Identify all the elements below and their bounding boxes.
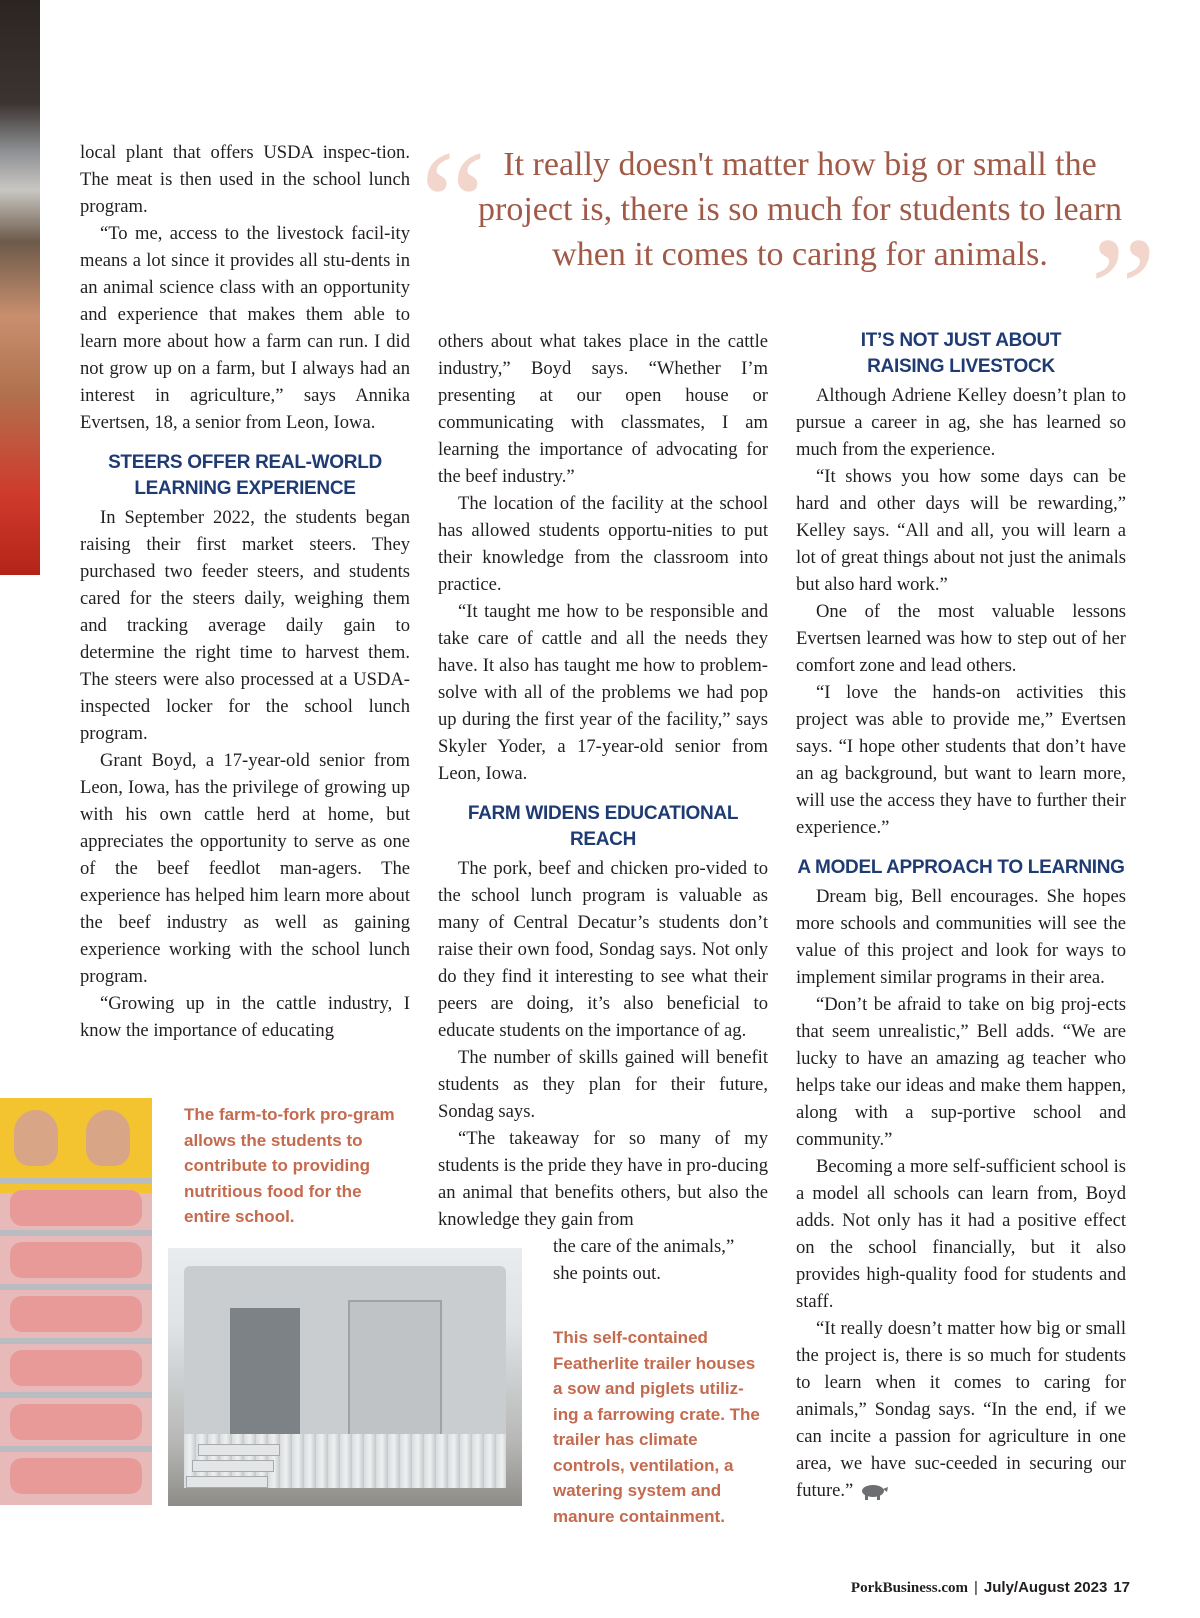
- trailer-step: [192, 1460, 274, 1472]
- section-heading: A MODEL APPROACH TO LEARNING: [797, 857, 1125, 878]
- paragraph: Grant Boyd, a 17-year-old senior from Leon, Iowa, has the privilege of growing up with his own cattle herd at home, but appreciates the opportunity to serve as one of the beef feedlot man-agers. The experience has helped him learn more about the beef industry as well as gaining experience working with the school lunch program.: [80, 750, 410, 987]
- rack-shelf: [0, 1392, 152, 1398]
- meat-package: [10, 1296, 142, 1332]
- rack-shelf: [0, 1178, 152, 1184]
- trailer-step: [198, 1444, 280, 1456]
- section-heading: [796, 328, 1126, 380]
- article-column-3: [796, 328, 1126, 1504]
- rack-shelf: [0, 1230, 152, 1236]
- paragraph: Although Adriene Kelley doesn’t plan to pursue a career in ag, she has learned so much from the experience.: [796, 385, 1126, 460]
- meat-package: [10, 1350, 142, 1386]
- photo-featherlite-trailer: [168, 1248, 522, 1506]
- paragraph: “Growing up in the cattle industry, I know the importance of educating: [80, 993, 410, 1041]
- paragraph: “Don’t be afraid to take on big proj-ects that seem unrealistic,” Bell adds. “We are lucky to have an amazing ag teacher who helps take our ideas and make them happen, along with a sup-portive school and community.”: [796, 994, 1126, 1150]
- paragraph-tail: the care of the animals,”: [553, 1236, 735, 1257]
- paragraph: “I love the hands-on activities this project was able to provide me,” Evertsen says. “I hope other students that don’t have an ag background, but want to learn more, will use the access they have to further their experience.”: [796, 682, 1126, 838]
- edge-photo: [0, 0, 40, 575]
- paragraph-tail: she points out.: [553, 1263, 661, 1284]
- paragraph: The location of the facility at the school has allowed students opportu-nities to put their knowledge from the classroom into practice.: [438, 493, 768, 595]
- student-face: [14, 1110, 58, 1166]
- open-quote-mark: “: [420, 120, 487, 286]
- paragraph: “It shows you how some days can be hard and other days will be rewarding,” Kelley says. “All and all, you will learn a lot of great things about not just the animals but also hard work.”: [796, 466, 1126, 595]
- article-column-2: [438, 328, 768, 1287]
- paragraph: Dream big, Bell encourages. She hopes more schools and communities will see the value of this project and look for ways to implement similar programs in their area.: [796, 886, 1126, 988]
- trailer-step: [186, 1476, 268, 1488]
- footer-separator: |: [974, 1579, 978, 1596]
- section-heading-line: LEARNING EXPERIENCE: [134, 478, 356, 499]
- paragraph: The number of skills gained will benefit students as they plan for their future, Sondag says.: [438, 1047, 768, 1122]
- section-heading-line: IT’S NOT JUST ABOUT: [860, 330, 1062, 351]
- photo-caption: The farm-to-fork pro-gram allows the students to contribute to providing nutritious food for the entire school.: [184, 1105, 395, 1226]
- photo-students-meat-rack: [0, 1098, 152, 1505]
- page-number: 17: [1113, 1579, 1130, 1596]
- rack-shelf: [0, 1284, 152, 1290]
- paragraph: “It taught me how to be responsible and take care of cattle and all the needs they have. It also has taught me how to problem-solve with all of the problems we had pop up during the first year of the facility,” says Skyler Yoder, a 17-year-old senior from Leon, Iowa.: [438, 601, 768, 784]
- rack-shelf: [0, 1338, 152, 1344]
- paragraph: [796, 1315, 1126, 1504]
- pull-quote: It really doesn't matter how big or small the project is, there is so much for students to learn when it comes to caring for animals.: [478, 146, 1122, 273]
- close-quote-mark: ”: [1090, 207, 1157, 373]
- paragraph: others about what takes place in the cattle industry,” Boyd says. “Whether I’m presenting at our open house or communicating with classmates, I am learning the importance of advocating for the beef industry.”: [438, 331, 768, 487]
- section-heading: FARM WIDENS EDUCATIONAL REACH: [467, 803, 739, 850]
- meat-package: [10, 1190, 142, 1226]
- meat-package: [10, 1458, 142, 1494]
- paragraph: The pork, beef and chicken pro-vided to the school lunch program is valuable as many of Central Decatur’s students don’t raise their own food, Sondag says. Not only do they find it interesting to see what their peers are doing, it’s also beneficial to educate students on the importance of ag.: [438, 858, 768, 1041]
- paragraph: “The takeaway for so many of my students is the pride they have in pro-ducing an animal that benefits others, but also the knowledge they gain from: [438, 1128, 768, 1230]
- student-face: [86, 1110, 130, 1166]
- paragraph: “To me, access to the livestock facil-ity means a lot since it provides all stu-dents in an animal science class with an opportunity and experience that makes them able to learn more about how a farm can run. I did not grow up on a farm, but I always had an interest in agriculture,” says Annika Evertsen, 18, a senior from Leon, Iowa.: [80, 223, 410, 433]
- paragraph: Becoming a more self-sufficient school is a model all schools can learn from, Boyd adds. Not only has it had a positive effect on the school financially, but it also provides high-quality food for students and staff.: [796, 1156, 1126, 1312]
- footer-date: July/August 2023: [983, 1579, 1108, 1596]
- paragraph: One of the most valuable lessons Evertsen learned was how to step out of her comfort zone and lead others.: [796, 601, 1126, 676]
- meat-package: [10, 1242, 142, 1278]
- paragraph: In September 2022, the students began raising their first market steers. They purchased two feeder steers, and students cared for the steers daily, weighing them and tracking average daily gain to determine the right time to harvest them. The steers were also processed at a USDA-inspected locker for the school lunch program.: [80, 507, 410, 744]
- article-column-1: [80, 139, 410, 1044]
- meat-package: [10, 1404, 142, 1440]
- paragraph-text: “It really doesn’t matter how big or small the project is, there is so much for students to learn when it comes to caring for animals,” Sondag says. “In the end, if we can incite a passion for agriculture in one area, we have suc-ceeded in securing our future.”: [796, 1318, 1126, 1501]
- section-heading-line: RAISING LIVESTOCK: [867, 356, 1055, 377]
- photo-caption: This self-contained Featherlite trailer houses a sow and piglets utiliz-ing a farrowing crate. The trailer has climate controls, ventilation, a watering system and manure containment.: [553, 1328, 760, 1526]
- section-heading: [80, 450, 410, 502]
- footer-site: PorkBusiness.com: [850, 1580, 969, 1596]
- paragraph: local plant that offers USDA inspec-tion. The meat is then used in the school lunch program.: [80, 142, 410, 217]
- section-heading-line: STEERS OFFER REAL-WORLD: [108, 452, 382, 473]
- rack-shelf: [0, 1446, 152, 1452]
- page-footer: [700, 1578, 1130, 1598]
- pig-icon: [859, 1483, 889, 1501]
